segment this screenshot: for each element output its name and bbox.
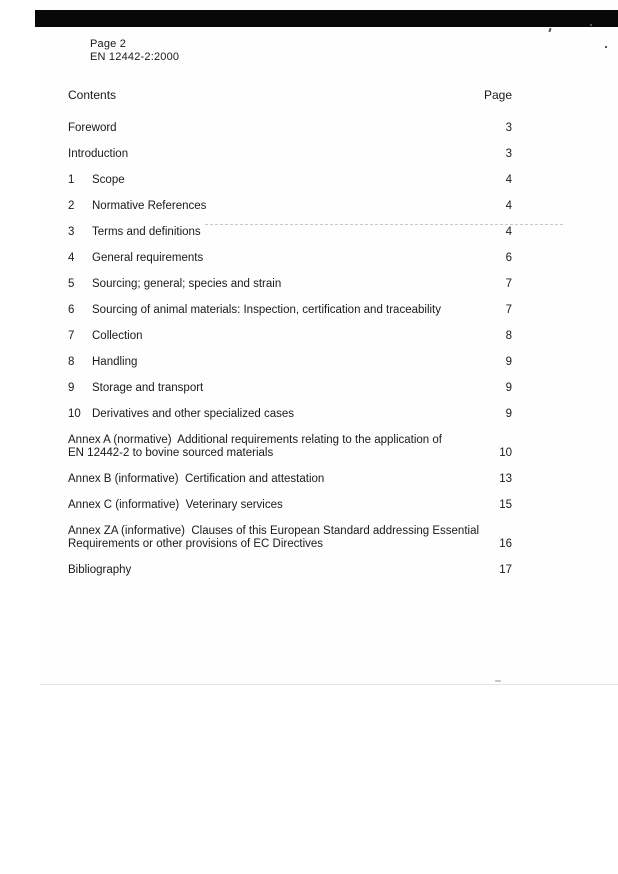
toc-entry-page: 9 [505,356,512,368]
page-header [90,38,179,64]
toc-entry-page: 9 [505,382,512,394]
scan-artifact-speck [590,24,592,26]
toc-entry-page: 3 [505,148,512,160]
toc-entry-title: Terms and definitions [92,226,201,238]
toc-entry-number: 3 [68,226,75,238]
toc-row [68,252,512,265]
toc-entry-number: 1 [68,174,75,186]
toc-row [68,525,512,551]
toc-entry-number: 2 [68,200,75,212]
toc-entry-page: 10 [499,447,512,459]
toc-entry-number: 4 [68,252,75,264]
toc-entry-page: 4 [505,200,512,212]
scan-artifact-speck [605,46,607,48]
page-number-label: Page 2 [90,38,127,50]
toc-entry-title: Introduction [68,148,129,160]
toc-row [68,356,512,369]
toc-entry-number: 6 [68,304,75,316]
toc-entry-title: Sourcing; general; species and strain [92,278,282,290]
toc-row [68,382,512,395]
toc-entry-page: 13 [499,473,512,485]
toc-entry-number: 8 [68,356,75,368]
toc-entry-title: Collection [92,330,143,342]
toc-entry-title: Scope [92,174,125,186]
scan-artifact-speck [495,680,501,682]
toc-entry-number: 5 [68,278,75,290]
toc-row [68,200,512,213]
toc-row [68,499,512,512]
standard-reference: EN 12442-2:2000 [90,51,180,63]
toc-row [68,330,512,343]
toc-entry-page: 3 [505,122,512,134]
toc-row [68,174,512,187]
toc-entry-title: Derivatives and other specialized cases [92,408,294,420]
toc-entry-page: 16 [499,538,512,550]
toc-entry-title: Annex A (normative) Additional requirements relating to the application of EN 12442-2 to bovine sourced materials [68,434,442,459]
toc-row [68,473,512,486]
scanner-edge-bar [35,10,618,27]
toc-list [68,122,512,577]
toc-entry-title: Bibliography [68,564,132,576]
toc-row [68,148,512,161]
toc-entry-title: Sourcing of animal materials: Inspection, certification and traceability [92,304,442,316]
page-bottom-edge [40,684,618,685]
toc-entry-page: 7 [505,278,512,290]
table-of-contents [68,88,512,590]
toc-entry-page: 17 [499,564,512,576]
toc-entry-number: 10 [68,408,81,420]
toc-entry-title: Handling [92,356,138,368]
toc-entry-page: 9 [505,408,512,420]
toc-row [68,226,512,239]
contents-heading-row [68,88,512,102]
toc-entry-page: 4 [505,226,512,238]
toc-entry-title: Foreword [68,122,117,134]
scan-artifact-dashed-line [205,224,563,225]
toc-entry-page: 6 [505,252,512,264]
toc-entry-title: Annex ZA (informative) Clauses of this European Standard addressing Essential Requirements or other provisions of EC Directives [68,525,480,550]
toc-entry-title: Normative References [92,200,207,212]
toc-entry-page: 8 [505,330,512,342]
toc-row [68,434,512,460]
contents-title: Contents [68,88,117,102]
toc-entry-title: Annex C (informative) Veterinary services [68,499,283,511]
toc-entry-title: General requirements [92,252,204,264]
toc-entry-page: 7 [505,304,512,316]
toc-entry-number: 9 [68,382,75,394]
toc-entry-number: 7 [68,330,75,342]
toc-entry-page: 4 [505,174,512,186]
toc-row [68,304,512,317]
toc-entry-title: Annex B (informative) Certification and attestation [68,473,325,485]
toc-row [68,278,512,291]
toc-row [68,122,512,135]
page-column-label: Page [483,88,512,102]
toc-entry-page: 15 [499,499,512,511]
toc-entry-title: Storage and transport [92,382,204,394]
toc-row [68,564,512,577]
toc-row [68,408,512,421]
